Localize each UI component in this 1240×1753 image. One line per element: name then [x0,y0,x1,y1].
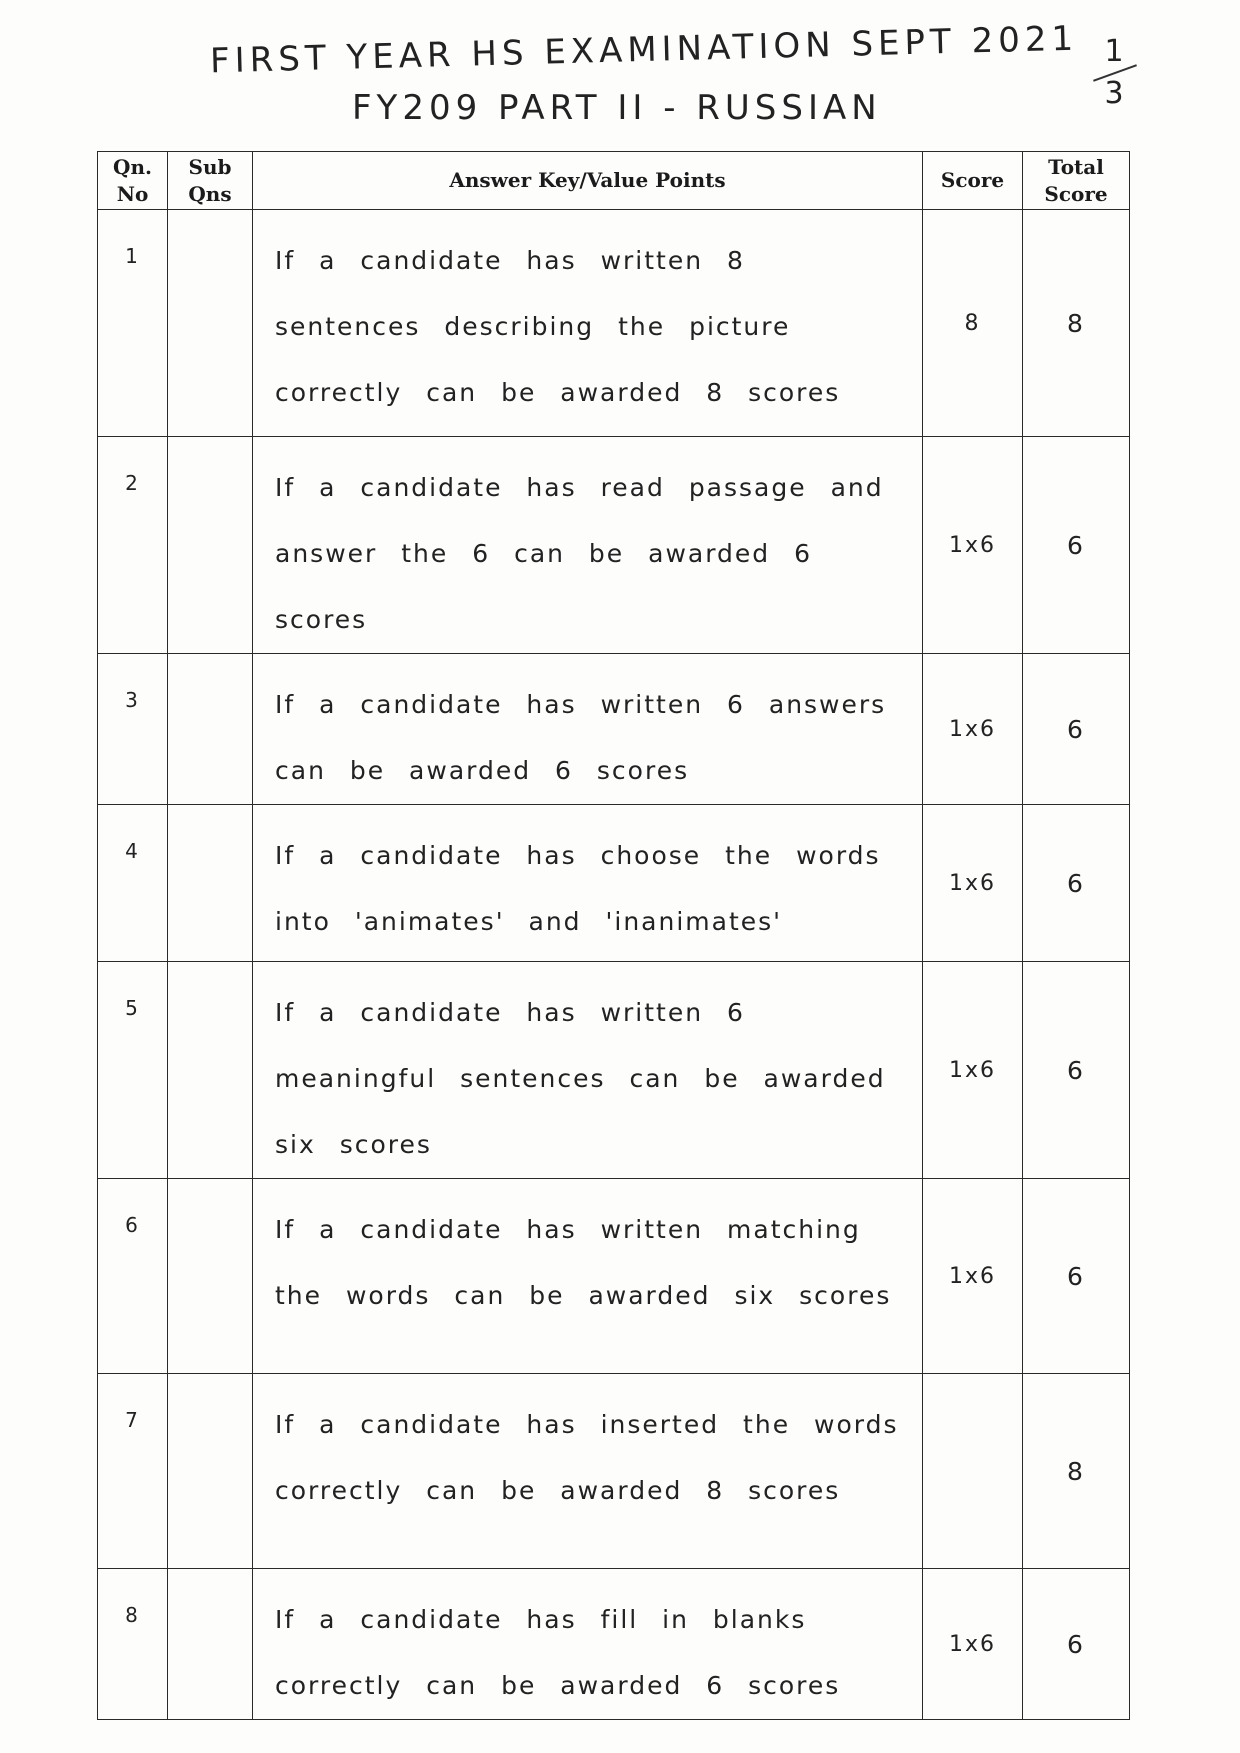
page-number: 1 [1104,34,1126,69]
question-number: 2 [98,437,168,654]
total-score: 6 [1023,805,1130,962]
answer-key-table [97,151,1130,1720]
score: 8 [923,210,1023,437]
header-sub-qns: Sub Qns [168,152,253,210]
header-total-score: Total Score [1023,152,1130,210]
score: 1x6 [923,1179,1023,1374]
sub-question [168,1569,253,1720]
question-number: 6 [98,1179,168,1374]
sub-question [168,962,253,1179]
table-row [98,1374,1130,1569]
table-row [98,1179,1130,1374]
total-score: 6 [1023,1569,1130,1720]
total-score: 8 [1023,210,1130,437]
table-row [98,1569,1130,1720]
sub-question [168,1374,253,1569]
header-qn-no: Qn. No [98,152,168,210]
sub-question [168,1179,253,1374]
table-row [98,437,1130,654]
score: 1x6 [923,654,1023,805]
answer-value-points: If a candidate has written 8 sentences describing the picture correctly can be awarded 8 scores [253,210,923,437]
score: 1x6 [923,962,1023,1179]
sub-question [168,654,253,805]
table-row [98,654,1130,805]
total-score: 6 [1023,962,1130,1179]
exam-title: FIRST YEAR HS EXAMINATION SEPT 2021 [209,18,1079,82]
question-number: 3 [98,654,168,805]
table-row [98,210,1130,437]
sub-question [168,437,253,654]
score: 1x6 [923,437,1023,654]
answer-value-points: If a candidate has fill in blanks correctly can be awarded 6 scores [253,1569,923,1720]
score: 1x6 [923,1569,1023,1720]
answer-value-points: If a candidate has choose the words into 'animates' and 'inanimates' [253,805,923,962]
page-total: 3 [1104,76,1126,111]
question-number: 1 [98,210,168,437]
total-score: 8 [1023,1374,1130,1569]
question-number: 8 [98,1569,168,1720]
question-number: 4 [98,805,168,962]
total-score: 6 [1023,1179,1130,1374]
sub-question [168,210,253,437]
table-header-row [98,152,1130,210]
table-row [98,962,1130,1179]
header-score: Score [923,152,1023,210]
paper-code-title: FY209 PART II - RUSSIAN [352,88,882,128]
answer-value-points: If a candidate has written 6 answers can be awarded 6 scores [253,654,923,805]
answer-value-points: If a candidate has read passage and answer the 6 can be awarded 6 scores [253,437,923,654]
page-number-fraction [1092,34,1138,112]
header-answer-key: Answer Key/Value Points [253,152,923,210]
total-score: 6 [1023,437,1130,654]
sub-question [168,805,253,962]
score [923,1374,1023,1569]
score: 1x6 [923,805,1023,962]
answer-value-points: If a candidate has inserted the words correctly can be awarded 8 scores [253,1374,923,1569]
question-number: 7 [98,1374,168,1569]
table-row [98,805,1130,962]
answer-value-points: If a candidate has written 6 meaningful sentences can be awarded six scores [253,962,923,1179]
answer-value-points: If a candidate has written matching the words can be awarded six scores [253,1179,923,1374]
question-number: 5 [98,962,168,1179]
total-score: 6 [1023,654,1130,805]
